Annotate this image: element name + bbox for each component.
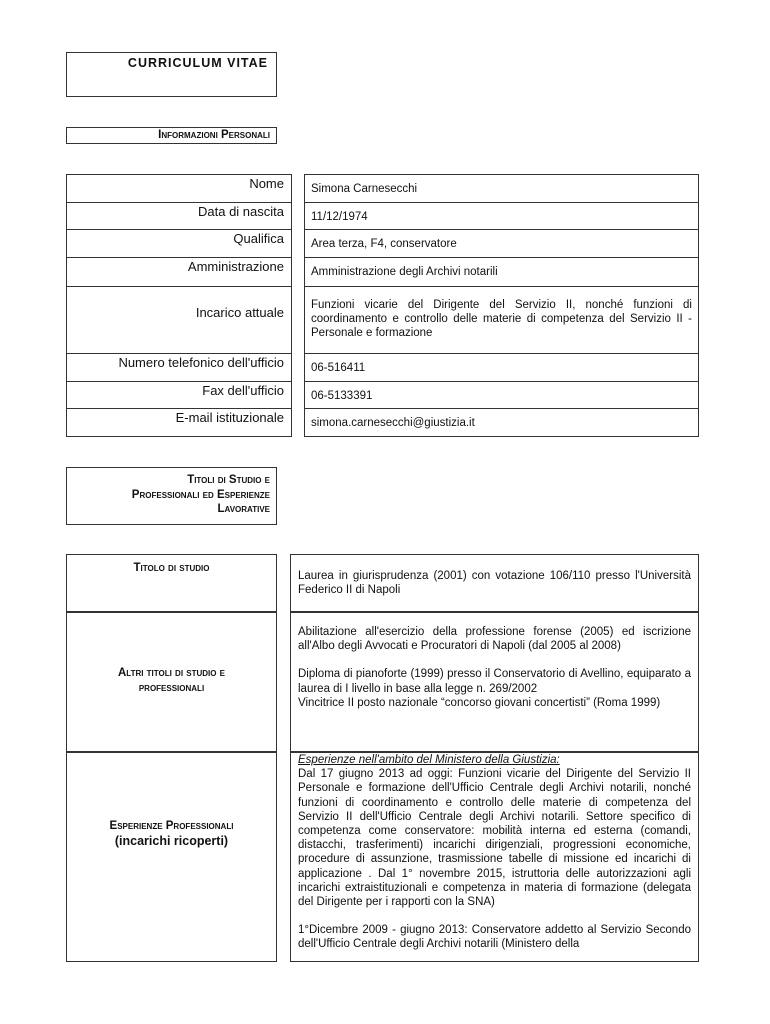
- value-email: [305, 409, 699, 437]
- value-amministrazione: Amministrazione degli Archivi notarili: [305, 258, 699, 287]
- esperienze-paragraph-2: 1°Dicembre 2009 - giugno 2013: Conservatore addetto al Servizio Secondo dell'Ufficio Centrale degli Archivi notarili (Ministero della: [298, 924, 691, 951]
- label-incarico: Incarico attuale: [67, 287, 292, 354]
- label-qualifica: Qualifica: [67, 230, 292, 258]
- titolo-studio-value-box: [290, 554, 699, 612]
- label-nome: Nome: [67, 175, 292, 203]
- altri-titolo-2: Diploma di pianoforte (1999) presso il Conservatorio di Avellino, equiparato a laurea di I livello in base alla legge n. 269/2002: [298, 668, 691, 695]
- table-row: [67, 258, 699, 287]
- table-row: [67, 354, 699, 382]
- section-personal-info: [66, 127, 277, 144]
- label-telefono: Numero telefonico dell'ufficio: [67, 354, 292, 382]
- cv-title: CURRICULUM VITAE: [127, 56, 268, 70]
- table-row: [67, 287, 699, 354]
- value-qualifica: Area terza, F4, conservatore: [305, 230, 699, 258]
- table-row: [67, 203, 699, 230]
- email-link[interactable]: simona.carnesecchi@giustizia.it: [311, 417, 475, 429]
- value-nome: Simona Carnesecchi: [305, 175, 699, 203]
- esperienze-label: Esperienze Professionali (incarichi ricoperti): [109, 820, 234, 848]
- cv-title-box: [66, 52, 277, 97]
- titolo-studio-value: Laurea in giurisprudenza (2001) con votazione 106/110 presso l'Università Federico II di Napoli: [298, 570, 691, 597]
- section-titoli-esperienze: [66, 467, 277, 525]
- label-email: E-mail istituzionale: [67, 409, 292, 437]
- altri-titolo-3: Vincitrice II posto nazionale “concorso giovani concertisti” (Roma 1999): [298, 696, 661, 709]
- personal-info-table: [66, 174, 699, 437]
- altri-titoli-value-box: [290, 612, 699, 752]
- esperienze-heading: Esperienze nell'ambito del Ministero della Giustizia:: [298, 754, 560, 766]
- titolo-studio-label: Titolo di studio: [133, 562, 210, 574]
- label-data-nascita: Data di nascita: [67, 203, 292, 230]
- esperienze-label-box: [66, 752, 277, 962]
- label-amministrazione: Amministrazione: [67, 258, 292, 287]
- value-telefono: 06-516411: [305, 354, 699, 382]
- section-title: Titoli di Studio e Professionali ed Esperienze Lavorative: [131, 474, 270, 515]
- table-row: [67, 230, 699, 258]
- altri-titoli-label-box: [66, 612, 277, 752]
- value-incarico: Funzioni vicarie del Dirigente del Servizio II, nonché funzioni di coordinamento e controllo delle materie di competenza del Servizio II - Personale e formazione: [305, 287, 699, 354]
- altri-titolo-1: Abilitazione all'esercizio della professione forense (2005) ed iscrizione all'Albo degli Avvocati e Procuratori di Napoli (dal 2005 al 2008): [298, 626, 691, 653]
- label-fax: Fax dell'ufficio: [67, 382, 292, 409]
- value-fax: 06-5133391: [305, 382, 699, 409]
- altri-titoli-label: Altri titoli di studio e professionali: [117, 667, 225, 694]
- esperienze-value-box: [290, 752, 699, 962]
- table-row: [67, 382, 699, 409]
- titolo-studio-label-box: [66, 554, 277, 612]
- esperienze-paragraph-1: Dal 17 giugno 2013 ad oggi: Funzioni vicarie del Dirigente del Servizio II Personale e formazione dell'Ufficio Centrale degli Archivi notarili, nonché funzioni di coordinamento e controllo delle materie di competenza del Servizio II dell'Ufficio Centrale degli Archivi notarili. Settore specifico di competenza come conservatore: mobilità interna ed esterna (comandi, distacchi, trasferimenti) incarichi dirigenziali, progressioni economiche, procedure di assunzione, trasmissione tabelle di missione ed incarichi di applicazione . Dal 1° novembre 2015, istruttoria delle autorizzazioni agli incarichi extraistituzionali e competenza in materia di formazione (delegata del Dirigente per i rapporti con la SNA): [298, 768, 691, 909]
- section-title: Informazioni Personali: [158, 129, 270, 141]
- table-row: [67, 409, 699, 437]
- value-data-nascita: 11/12/1974: [305, 203, 699, 230]
- table-row: [67, 175, 699, 203]
